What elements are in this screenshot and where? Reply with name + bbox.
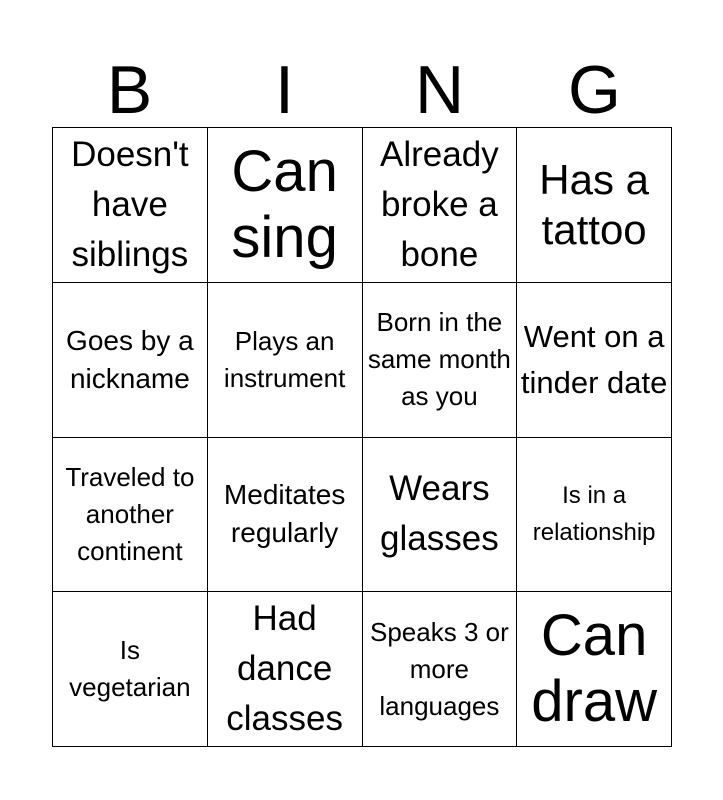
bingo-cell[interactable] (53, 438, 208, 593)
bingo-cell[interactable] (517, 438, 672, 593)
bingo-cell[interactable] (517, 592, 672, 747)
bingo-cell[interactable] (363, 592, 518, 747)
cell-text: Doesn't have siblings (71, 134, 189, 274)
bingo-cell[interactable] (363, 438, 518, 593)
bingo-cell[interactable] (208, 592, 363, 747)
cell-text: Went on a tinder date (520, 318, 668, 400)
bingo-cell[interactable] (517, 283, 672, 438)
bingo-cell[interactable] (208, 283, 363, 438)
bingo-grid (52, 127, 672, 747)
cell-text: Wears glasses (380, 469, 499, 559)
header-letter-i: I (275, 52, 294, 128)
cell-text: Has a tattoo (539, 155, 649, 253)
cell-text: Plays an instrument (223, 325, 346, 393)
header-letter-n: N (414, 52, 465, 128)
header-letter-b: B (106, 52, 153, 128)
cell-text: Can draw (531, 603, 657, 735)
bingo-cell[interactable] (208, 438, 363, 593)
cell-text: Born in the same month as you (367, 307, 511, 412)
cell-text: Speaks 3 or more languages (370, 616, 509, 721)
bingo-cell[interactable] (363, 128, 518, 283)
cell-text: Is in a relationship (532, 482, 656, 547)
cell-text: Can sing (231, 138, 338, 270)
bingo-cell[interactable] (53, 283, 208, 438)
cell-text: Traveled to another continent (65, 461, 195, 566)
bingo-header (52, 52, 672, 128)
cell-text: Already broke a bone (380, 134, 499, 274)
bingo-cell[interactable] (208, 128, 363, 283)
bingo-cell[interactable] (517, 128, 672, 283)
cell-text: Had dance classes (226, 599, 343, 739)
header-letter-g: G (568, 52, 621, 128)
cell-text: Is vegetarian (69, 635, 191, 703)
cell-text: Meditates regularly (223, 479, 346, 549)
bingo-cell[interactable] (53, 592, 208, 747)
bingo-cell[interactable] (363, 283, 518, 438)
bingo-cell[interactable] (53, 128, 208, 283)
cell-text: Goes by a nickname (66, 324, 194, 394)
